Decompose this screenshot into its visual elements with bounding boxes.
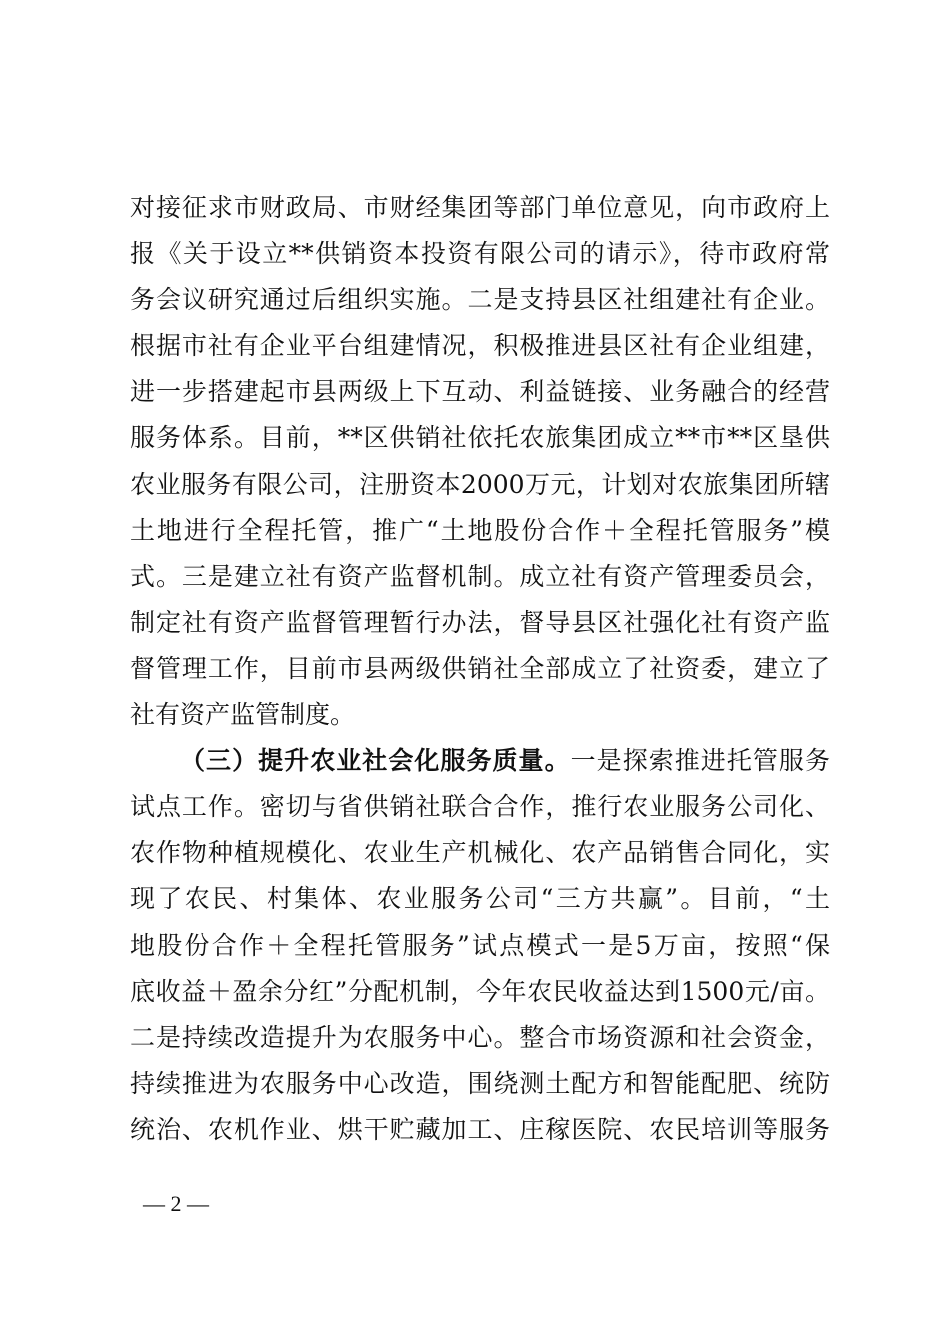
text-line: 现了农民、村集体、农业服务公司“三方共赢”。目前，“土	[130, 884, 830, 914]
text-line: 服务体系。目前，**区供销社依托农旅集团成立**市**区垦供	[130, 423, 830, 453]
text-line: 农业服务有限公司，注册资本2000万元，计划对农旅集团所辖	[130, 469, 830, 499]
text-line: 二是持续改造提升为农服务中心。整合市场资源和社会资金，	[130, 1022, 830, 1052]
body-text	[130, 185, 830, 1153]
text-run: 一是探索推进托管服务	[570, 746, 830, 776]
text-line: 农作物种植规模化、农业生产机械化、农产品销售合同化，实	[130, 838, 830, 868]
paragraph-2	[130, 738, 830, 1153]
text-line: 务会议研究通过后组织实施。二是支持县区社组建社有企业。	[130, 285, 830, 315]
text-line: 土地进行全程托管，推广“土地股份合作＋全程托管服务”模	[130, 515, 830, 545]
text-line: 地股份合作＋全程托管服务”试点模式一是5万亩，按照“保	[130, 930, 830, 960]
section-heading: （三）提升农业社会化服务质量。	[180, 746, 571, 776]
text-line-first	[130, 738, 830, 784]
text-line: 式。三是建立社有资产监督机制。成立社有资产管理委员会，	[130, 561, 830, 591]
text-line: 督管理工作，目前市县两级供销社全部成立了社资委，建立了	[130, 653, 830, 683]
text-line: 根据市社有企业平台组建情况，积极推进县区社有企业组建，	[130, 331, 830, 361]
page-number: — 2 —	[143, 1191, 209, 1216]
paragraph-1	[130, 185, 830, 738]
text-line: 社有资产监管制度。	[130, 700, 356, 730]
text-line: 对接征求市财政局、市财经集团等部门单位意见，向市政府上	[130, 193, 830, 222]
text-line: 试点工作。密切与省供销社联合合作，推行农业服务公司化、	[130, 792, 830, 822]
text-line: 统治、农机作业、烘干贮藏加工、庄稼医院、农民培训等服务	[130, 1114, 830, 1144]
text-line: 报《关于设立**供销资本投资有限公司的请示》，待市政府常	[130, 239, 830, 269]
text-line: 持续推进为农服务中心改造，围绕测土配方和智能配肥、统防	[130, 1068, 830, 1098]
text-line: 进一步搭建起市县两级上下互动、利益链接、业务融合的经营	[130, 377, 830, 407]
text-line: 底收益＋盈余分红”分配机制，今年农民收益达到1500元/亩。	[130, 976, 830, 1006]
text-line: 制定社有资产监督管理暂行办法，督导县区社强化社有资产监	[130, 607, 830, 637]
